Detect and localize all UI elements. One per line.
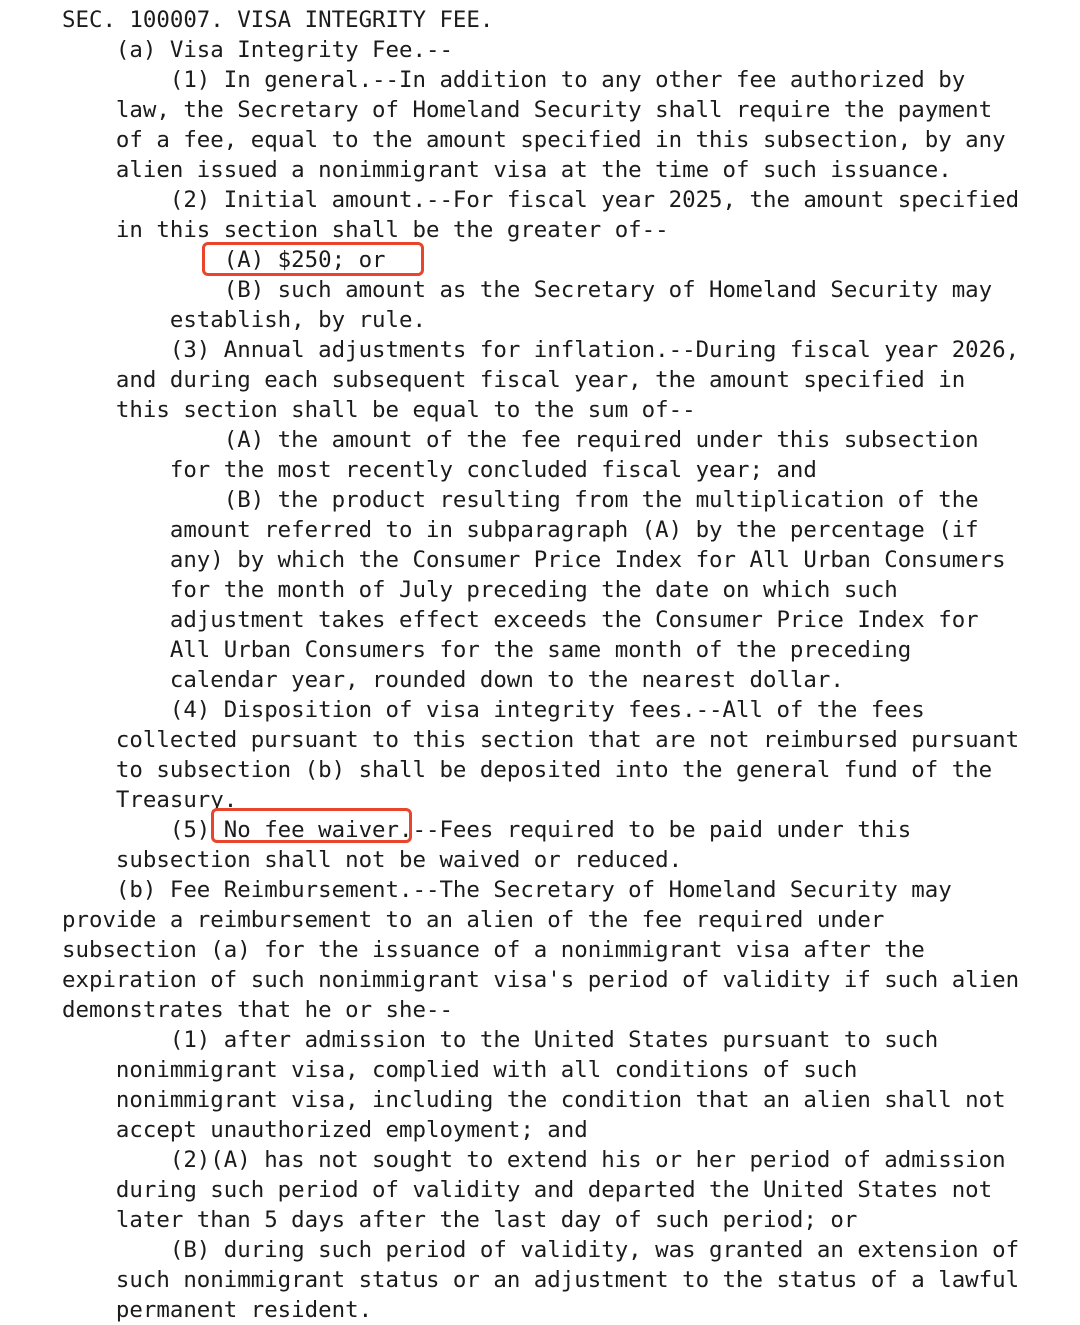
- text-line: calendar year, rounded down to the nearest dollar.: [62, 667, 844, 693]
- text-line: to subsection (b) shall be deposited into the general fund of the: [62, 757, 993, 783]
- text-line: subsection (a) for the issuance of a nonimmigrant visa after the: [62, 937, 925, 963]
- text-line: during such period of validity and departed the United States not: [62, 1177, 993, 1203]
- text-line: (2) Initial amount.--For fiscal year 2025, the amount specified: [62, 187, 1020, 213]
- text-line: (A) $250; or: [62, 247, 386, 273]
- text-line: of a fee, equal to the amount specified in this subsection, by any: [62, 127, 1006, 153]
- text-line: any) by which the Consumer Price Index for All Urban Consumers: [62, 547, 1006, 573]
- text-line: demonstrates that he or she--: [62, 997, 453, 1023]
- text-line: (B) during such period of validity, was granted an extension of: [62, 1237, 1020, 1263]
- text-line: alien issued a nonimmigrant visa at the time of such issuance.: [62, 157, 952, 183]
- section-heading: SEC. 100007. VISA INTEGRITY FEE.: [62, 7, 494, 33]
- text-line: accept unauthorized employment; and: [62, 1117, 588, 1143]
- text-line: such nonimmigrant status or an adjustment to the status of a lawful: [62, 1267, 1020, 1293]
- text-line: (4) Disposition of visa integrity fees.--All of the fees: [62, 697, 925, 723]
- text-line: permanent resident.: [62, 1297, 373, 1323]
- text-line: Treasury.: [62, 787, 238, 813]
- text-line: (5) No fee waiver.--Fees required to be paid under this: [62, 817, 912, 843]
- text-line: expiration of such nonimmigrant visa's period of validity if such alien: [62, 967, 1020, 993]
- text-line: adjustment takes effect exceeds the Consumer Price Index for: [62, 607, 979, 633]
- text-line: nonimmigrant visa, including the condition that an alien shall not: [62, 1087, 1006, 1113]
- text-line: amount referred to in subparagraph (A) by the percentage (if: [62, 517, 979, 543]
- text-line: and during each subsequent fiscal year, the amount specified in: [62, 367, 966, 393]
- text-line: (3) Annual adjustments for inflation.--During fiscal year 2026,: [62, 337, 1020, 363]
- text-line: (1) after admission to the United States pursuant to such: [62, 1027, 939, 1053]
- text-line: (B) such amount as the Secretary of Homeland Security may: [62, 277, 993, 303]
- text-line: (b) Fee Reimbursement.--The Secretary of Homeland Security may: [62, 877, 952, 903]
- text-line: (B) the product resulting from the multiplication of the: [62, 487, 979, 513]
- text-line: provide a reimbursement to an alien of the fee required under: [62, 907, 885, 933]
- text-line: later than 5 days after the last day of such period; or: [62, 1207, 858, 1233]
- text-line: this section shall be equal to the sum of--: [62, 397, 696, 423]
- text-line: All Urban Consumers for the same month of the preceding: [62, 637, 912, 663]
- text-line: (2)(A) has not sought to extend his or her period of admission: [62, 1147, 1006, 1173]
- text-line: for the most recently concluded fiscal year; and: [62, 457, 817, 483]
- text-line: (A) the amount of the fee required under this subsection: [62, 427, 979, 453]
- text-line: law, the Secretary of Homeland Security shall require the payment: [62, 97, 993, 123]
- text-line: establish, by rule.: [62, 307, 426, 333]
- text-line: (a) Visa Integrity Fee.--: [62, 37, 453, 63]
- text-line: subsection shall not be waived or reduced.: [62, 847, 683, 873]
- text-line: for the month of July preceding the date on which such: [62, 577, 898, 603]
- text-line: collected pursuant to this section that are not reimbursed pursuant: [62, 727, 1020, 753]
- text-line: in this section shall be the greater of--: [62, 217, 669, 243]
- text-line: (1) In general.--In addition to any other fee authorized by: [62, 67, 966, 93]
- text-line: nonimmigrant visa, complied with all conditions of such: [62, 1057, 858, 1083]
